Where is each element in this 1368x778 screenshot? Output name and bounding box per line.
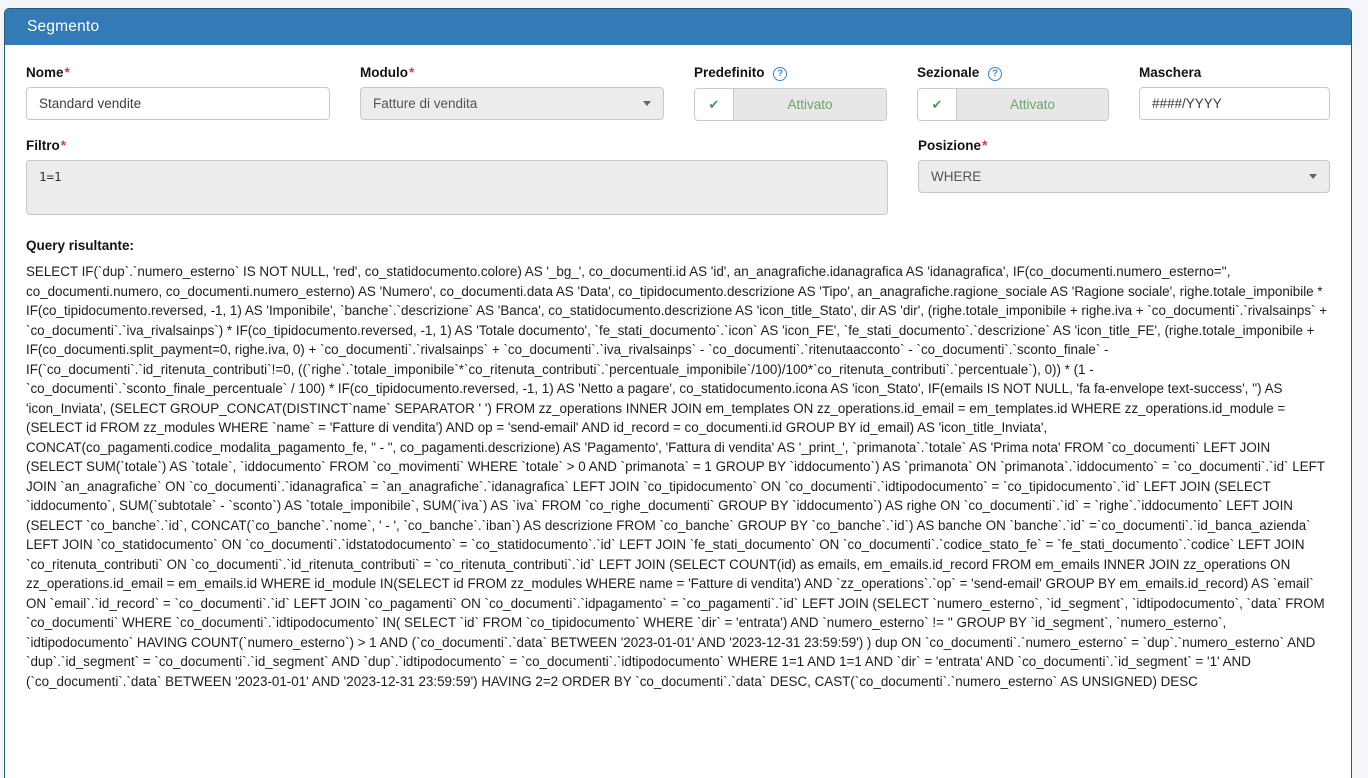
posizione-select[interactable] <box>918 160 1330 193</box>
chevron-down-icon <box>643 101 651 106</box>
modulo-selected-value: Fatture di vendita <box>373 96 478 111</box>
required-marker: * <box>408 65 415 80</box>
maschera-input[interactable] <box>1139 87 1330 120</box>
required-marker: * <box>60 138 67 153</box>
form-row-1 <box>26 65 1330 121</box>
predefinito-label: Predefinito ? <box>694 65 887 81</box>
sezionale-state-label: Attivato <box>957 89 1108 120</box>
filtro-label: Filtro* <box>26 138 67 153</box>
field-posizione <box>918 138 1330 220</box>
sezionale-label: Sezionale ? <box>917 65 1109 81</box>
panel-body <box>5 45 1351 691</box>
query-result-text: SELECT IF(`dup`.`numero_esterno` IS NOT NULL, 'red', co_statidocumento.colore) AS '_bg_', co_documenti.id AS 'id', an_anagrafiche.idanagrafica AS 'idanagrafica', IF(co_documenti.numero_esterno='', co_documenti.numero, co_documenti.numero_esterno) AS 'Numero', co_documenti.data AS 'Data', co_tipidocumento.descrizione AS 'Tipo', an_anagrafiche.ragione_sociale AS 'Ragione sociale', righe.totale_imponibile * IF(co_tipidocumento.reversed, -1, 1) AS 'Imponibile', `banche`.`descrizione` AS 'Banca', co_statidocumento.descrizione AS 'icon_title_Stato', dir AS 'dir', (righe.totale_imponibile + righe.iva + `co_documenti`.`rivalsainps` + `co_documenti`.`iva_rivalsainps`) * IF(co_tipidocumento.reversed, -1, 1) AS 'Totale documento', `fe_stati_documento`.`icon` AS 'icon_FE', `fe_stati_documento`.`descrizione` AS 'icon_title_FE', (righe.totale_imponibile + IF(co_documenti.split_payment=0, righe.iva, 0) + `co_documenti`.`rivalsainps` + `co_documenti`.`iva_rivalsainps` - `co_documenti`.`ritenutaacconto` - `co_documenti`.`sconto_finale` - IF(`co_documenti`.`id_ritenuta_contributi`!=0, ((`righe`.`totale_imponibile`*`co_ritenuta_contributi`.`percentuale_imponibile`/100)/100*`co_ritenuta_contributi`.`percentuale`), 0)) * (1 - `co_documenti`.`sconto_finale_percentuale` / 100) * IF(co_tipidocumento.reversed, -1, 1) AS 'Netto a pagare', co_statidocumento.icona AS 'icon_Stato', IF(emails IS NOT NULL, 'fa fa-envelope text-success', '') AS 'icon_Inviata', (SELECT GROUP_CONCAT(DISTINCT`name` SEPARATOR ' ') FROM zz_operations INNER JOIN em_templates ON zz_operations.id_email = em_templates.id WHERE zz_operations.id_module = (SELECT id FROM zz_modules WHERE `name` = 'Fatture di vendita') AND op = 'send-email' AND id_record = co_documenti.id GROUP BY id_email) AS 'icon_title_Inviata', CONCAT(co_pagamenti.codice_modalita_pagamento_fe, " - ", co_pagamenti.descrizione) AS 'Pagamento', 'Fattura di vendita' AS '_print_', `primanota`.`totale` AS 'Prima nota' FROM `co_documenti` LEFT JOIN (SELECT SUM(`totale`) AS `totale`, `iddocumento` FROM `co_movimenti` WHERE `totale` > 0 AND `primanota` = 1 GROUP BY `iddocumento`) AS `primanota` ON `primanota`.`iddocumento` = `co_documenti`.`id` LEFT JOIN `an_anagrafiche` ON `co_documenti`.`idanagrafica` = `an_anagrafiche`.`idanagrafica` LEFT JOIN `co_tipidocumento` ON `co_documenti`.`idtipodocumento` = `co_tipidocumento`.`id` LEFT JOIN (SELECT `iddocumento`, SUM(`subtotale` - `sconto`) AS `totale_imponibile`, SUM(`iva`) AS `iva` FROM `co_righe_documenti` GROUP BY `iddocumento`) AS righe ON `co_documenti`.`id` = `righe`.`iddocumento` LEFT JOIN (SELECT `co_banche`.`id`, CONCAT(`co_banche`.`nome`, ' - ', `co_banche`.`iban`) AS descrizione FROM `co_banche` GROUP BY `co_banche`.`id`) AS banche ON `banche`.`id` =`co_documenti`.`id_banca_azienda` LEFT JOIN `co_statidocumento` ON `co_documenti`.`idstatodocumento` = `co_statidocumento`.`id` LEFT JOIN `fe_stati_documento` ON `co_documenti`.`codice_stato_fe` = `fe_stati_documento`.`codice` LEFT JOIN `co_ritenuta_contributi` ON `co_documenti`.`id_ritenuta_contributi` = `co_ritenuta_contributi`.`id` LEFT JOIN (SELECT COUNT(id) as emails, em_emails.id_record FROM em_emails INNER JOIN zz_operations ON zz_operations.id_email = em_emails.id WHERE id_module IN(SELECT id FROM zz_modules WHERE name = 'Fatture di vendita') AND `zz_operations`.`op` = 'send-email' GROUP BY em_emails.id_record) AS `email` ON `email`.`id_record` = `co_documenti`.`id` LEFT JOIN `co_pagamenti` ON `co_documenti`.`idpagamento` = `co_pagamenti`.`id` LEFT JOIN (SELECT `numero_esterno`, `id_segment`, `idtipodocumento`, `data` FROM `co_documenti` WHERE `co_documenti`.`idtipodocumento` IN( SELECT `id` FROM `co_tipidocumento` WHERE `dir` = 'entrata') AND `numero_esterno` != '' GROUP BY `id_segment`, `numero_esterno`, `idtipodocumento` HAVING COUNT(`numero_esterno`) > 1 AND (`co_documenti`.`data` BETWEEN '2023-01-01' AND '2023-12-31 23:59:59') ) dup ON `co_documenti`.`numero_esterno` = `dup`.`numero_esterno` AND `dup`.`id_segment` = `co_documenti`.`id_segment` AND `dup`.`idtipodocumento` = `co_documenti`.`idtipodocumento` WHERE 1=1 AND 1=1 AND `dir` = 'entrata' AND `co_documenti`.`id_segment` = '1' AND (`co_documenti`.`data` BETWEEN '2023-01-01' AND '2023-12-31 23:59:59') HAVING 2=2 ORDER BY `co_documenti`.`data` DESC, CAST(`co_documenti`.`numero_esterno` AS UNSIGNED) DESC <box>26 264 1328 689</box>
modulo-select[interactable] <box>360 87 664 120</box>
filtro-textarea[interactable] <box>26 160 888 215</box>
panel-title: Segmento <box>27 18 100 35</box>
panel-header <box>5 9 1351 45</box>
check-icon: ✔ <box>695 89 734 120</box>
predefinito-state-label: Attivato <box>734 89 886 120</box>
help-icon[interactable]: ? <box>988 67 1002 81</box>
query-result-heading: Query risultante: <box>26 238 135 253</box>
posizione-selected-value: WHERE <box>931 169 982 184</box>
field-modulo <box>360 65 664 121</box>
posizione-label: Posizione* <box>918 138 988 153</box>
nome-input[interactable] <box>26 87 330 120</box>
field-maschera <box>1139 65 1330 121</box>
nome-label: Nome* <box>26 65 70 80</box>
chevron-down-icon <box>1309 174 1317 179</box>
field-sezionale <box>917 65 1109 121</box>
field-nome <box>26 65 330 121</box>
sezionale-toggle[interactable] <box>917 88 1109 121</box>
predefinito-toggle[interactable] <box>694 88 887 121</box>
field-filtro <box>26 138 888 220</box>
check-icon: ✔ <box>918 89 957 120</box>
help-icon[interactable]: ? <box>773 67 787 81</box>
required-marker: * <box>64 65 70 80</box>
required-marker: * <box>982 138 988 153</box>
form-row-2 <box>26 138 1330 220</box>
maschera-label: Maschera <box>1139 65 1202 80</box>
segment-panel <box>4 8 1352 778</box>
field-predefinito <box>694 65 887 121</box>
modulo-label: Modulo* <box>360 65 415 80</box>
